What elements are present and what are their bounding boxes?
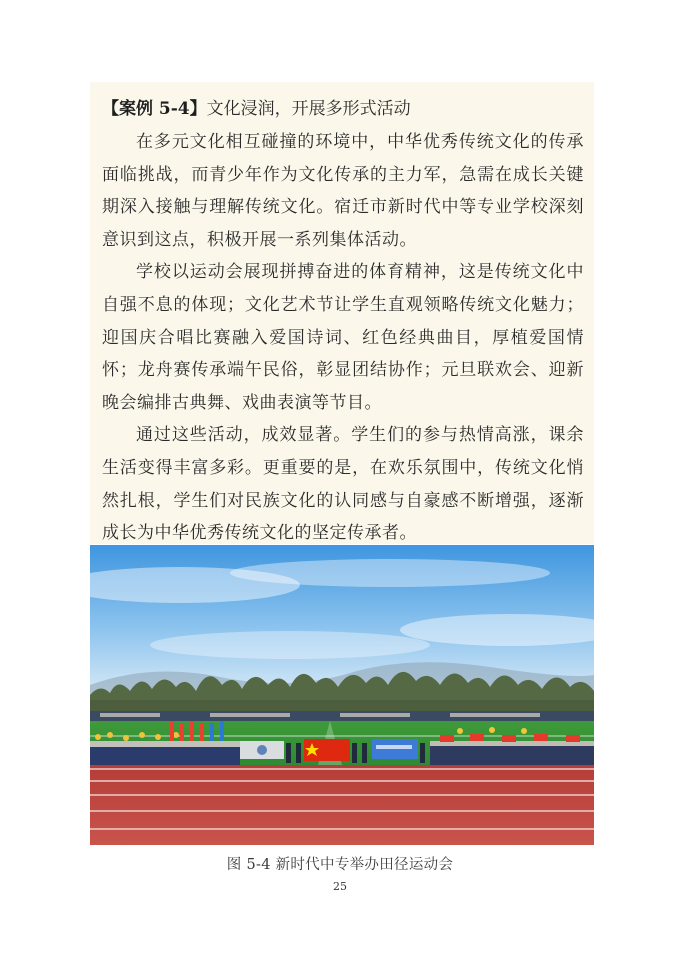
paragraph-activities: 学校以运动会展现拼搏奋进的体育精神，这是传统文化中自强不息的体现；文化艺术节让学生直观领略传统文化魅力；迎国庆合唱比赛融入爱国诗词、红色经典曲目，厚植爱国情怀；龙舟赛传承端午民俗，彰显团结协作；元旦联欢会、迎新晚会编排古典舞、戏曲表演等节目。 <box>102 262 584 413</box>
sports-meeting-photo-illustration <box>90 545 594 845</box>
paragraph-intro: 在多元文化相互碰撞的环境中，中华优秀传统文化的传承面临挑战，而青少年作为文化传承的主力军，急需在成长关键期深入接触与理解传统文化。宿迁市新时代中等专业学校深刻意识到这点，积极开展一系列集体活动。 <box>102 132 584 250</box>
case-heading <box>102 92 584 126</box>
paragraph-results: 通过这些活动，成效显著。学生们的参与热情高涨，课余生活变得丰富多彩。更重要的是，在欢乐氛围中，传统文化悄然扎根，学生们对民族文化的认同感与自豪感不断增强，逐渐成长为中华优秀传统文化的坚定传承者。 <box>102 425 584 544</box>
case-label: 【案例 5-4】 <box>102 99 207 119</box>
page-number: 25 <box>333 880 347 893</box>
sports-meeting-photo <box>90 545 594 845</box>
figure-caption: 图 5-4 新时代中专举办田径运动会 <box>226 857 454 873</box>
case-text-panel <box>90 82 594 544</box>
case-title: 文化浸润，开展多形式活动 <box>206 99 411 119</box>
